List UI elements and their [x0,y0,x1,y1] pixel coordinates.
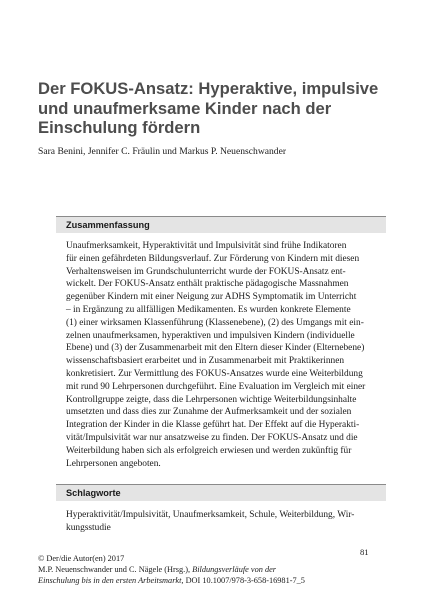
abstract-line: Integration der Kinder in die Klasse geführt hat. Der Effekt auf die Hyperakti- [66,420,360,431]
copyright-line: © Der/die Autor(en) 2017 [38,554,125,563]
abstract-line: Verhaltensweisen im Grundschulunterricht wurde der FOKUS-Ansatz ent- [66,266,346,277]
abstract-text [66,240,379,470]
abstract-line: umsetzten und dass dies zur Zunahme der Aufmerksamkeit und der sozialen [66,407,352,418]
abstract-line: wickelt. Der FOKUS-Ansatz enthält praktische pädagogische Massnahmen [66,279,349,290]
abstract-line: (1) einer wirksamen Klassenführung (Klassenebene), (2) des Umgangs mit ein- [66,317,364,328]
abstract-line: gegenüber Kindern mit einer Neigung zur ADHS Symptomatik im Unterricht [66,292,357,303]
abstract-line: wissenschaftsbasiert erarbeitet und in Zusammenarbeit mit Praktikerinnen [66,356,345,367]
copyright-footnote [38,553,398,586]
book-title-part1: Bildungsverläufe von der [192,565,277,574]
chapter-title-line: und unaufmerksame Kinder nach der [38,98,332,118]
chapter-title [38,79,398,138]
abstract-line: Kontrollgruppe zeigte, dass die Lehrpersonen wichtige Weiterbildungsinhalte [66,394,357,405]
chapter-title-line: Der FOKUS-Ansatz: Hyperaktive, impulsive [38,79,379,98]
author-list: Sara Benini, Jennifer C. Fräulin und Markus P. Neuenschwander [38,146,287,157]
citation-line-2 [38,575,398,586]
abstract-line: Weiterbildung haben sich als erfolgreich erwiesen und werden zukünftig für [66,445,352,456]
abstract-heading: Zusammenfassung [56,216,386,233]
abstract-line: – in Ergänzung zu allfälligen Medikamenten. Es wurden konkrete Elemente [66,304,351,315]
doi-text: , DOI 10.1007/978-3-658-16981-7_5 [181,576,305,585]
abstract-line: mit rund 90 Lehrpersonen durchgeführt. Eine Evaluation im Vergleich mit einer [66,381,366,392]
page-number: 81 [360,547,369,557]
keywords-heading: Schlagworte [56,484,386,501]
chapter-title-line: Einschulung fördern [38,118,201,138]
abstract-line: zelnen unaufmerksamen, hyperaktiven und impulsiven Kindern (individuelle [66,330,355,341]
keywords-line: Hyperaktivität/Impulsivität, Unaufmerksamkeit, Schule, Weiterbildung, Wir- [66,510,355,520]
abstract-line: Lehrpersonen angeboten. [66,458,161,469]
abstract-line: Ebene) und (3) der Zusammenarbeit mit den Eltern dieser Kinder (Elternebene) [66,343,365,354]
citation-line-1 [38,564,398,575]
abstract-line: vität/Impulsivität war nur ansatzweise zu finden. Der FOKUS-Ansatz und die [66,432,358,443]
abstract-line: Unaufmerksamkeit, Hyperaktivität und Impulsivität sind frühe Indikatoren [66,241,347,251]
book-title-part2: Einschulung bis in den ersten Arbeitsmarkt [38,576,182,585]
abstract-line: konkretisiert. Zur Vermittlung des FOKUS-Ansatzes wurde eine Weiterbildung [66,368,363,379]
citation-prefix: M.P. Neuenschwander und C. Nägele (Hrsg.), [38,565,193,574]
abstract-line: für einen gefährdeten Bildungsverlauf. Zur Förderung von Kindern mit diesen [66,253,360,264]
keywords-text [66,509,379,535]
keywords-line: kungsstudie [66,522,111,533]
